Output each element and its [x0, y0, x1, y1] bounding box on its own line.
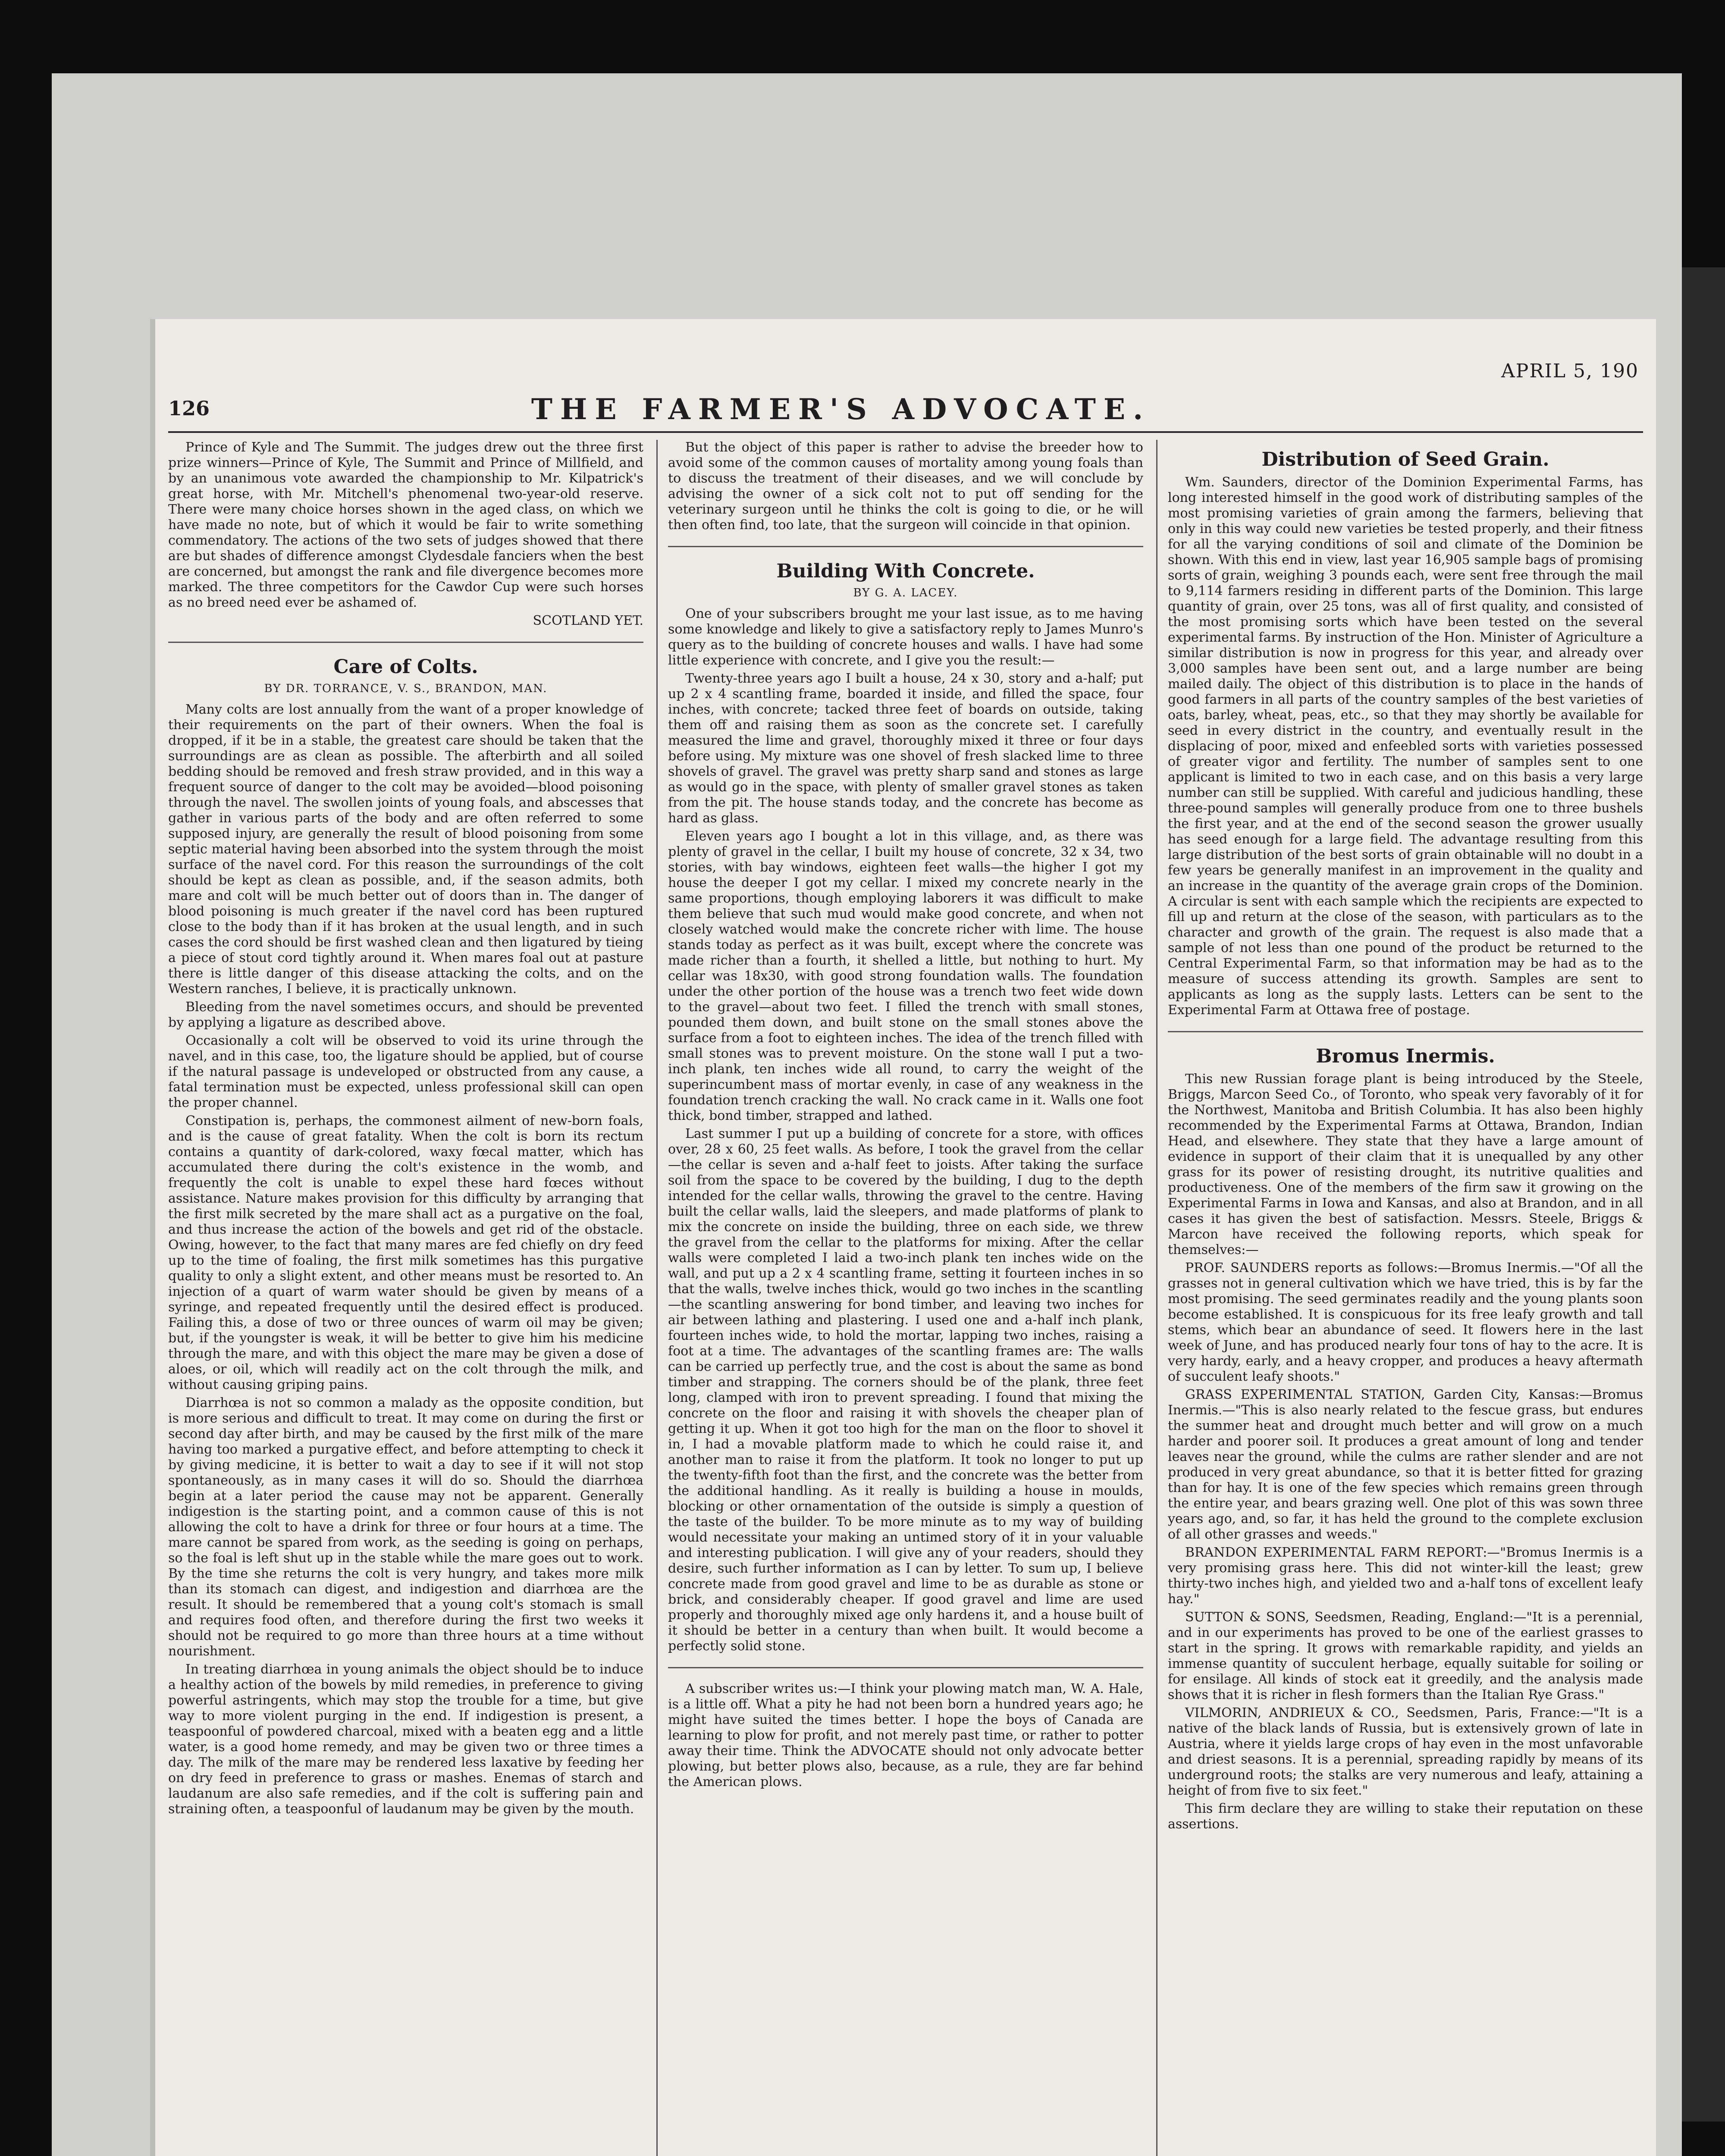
newspaper-page — [155, 319, 1656, 2156]
article-title: Building With Concrete. — [776, 560, 1035, 582]
column-divider — [668, 1667, 1143, 1668]
article-paragraph: Prince of Kyle and The Summit. The judges drew out the three first prize winners—Prince of Kyle, The Summit and Prince of Millfield, and by an unanimous vote awarded the championship to Mr. Kilpatrick's great horse, with Mr. Mitchell's phenomenal two-year-old reserve. There were many choice horses shown in the aged class, on which we have made no note, but of which it would be fair to write something commendatory. The actions of the two sets of judges showed that there are but shades of difference amongst Clydesdale fanciers when the best are concerned, but amongst the rank and file divergence becomes more marked. The three competitors for the Cawdor Cup were such horses as no breed need ever be ashamed of. — [168, 440, 643, 610]
article-byline: BY DR. TORRANCE, V. S., BRANDON, MAN. — [264, 682, 548, 695]
article-paragraph: One of your subscribers brought me your last issue, as to me having some knowledge and likely to give a satisfactory reply to James Munro's query as to the building of concrete houses and walls. I have had some little experience with concrete, and I give you the result:— — [668, 606, 1143, 668]
date-header: APRIL 5, 190 — [1501, 360, 1639, 382]
column-right — [1156, 440, 1643, 2156]
article-paragraph: Occasionally a colt will be observed to void its urine through the navel, and in this case, too, the ligature should be applied, but of course if the natural passage is undeveloped or obstructed from any cause, a fatal termination must be expected, unless professional skill can open the proper channel. — [168, 1033, 643, 1110]
letter-paragraph: A subscriber writes us:—I think your plowing match man, W. A. Hale, is a little off. What a pity he had not been born a hundred years ago; he might have suited the times better. I hope the boys of Canada are learning to plow for profit, and not merely past time, or rather to potter away their time. Think the ADVOCATE should not only advocate better plowing, but better plows also, because, as a rule, they are far behind the American plows. — [668, 1681, 1143, 1789]
article-paragraph: This new Russian forage plant is being introduced by the Steele, Briggs, Marcon Seed Co., of Toronto, who speak very favorably of it for the Northwest, Manitoba and British Columbia. It has also been highly recommended by the Experimental Farms at Ottawa, Brandon, Indian Head, and elsewhere. They state that they have a large amount of evidence in support of their claim that it is unequalled by any other grass for its power of resisting drought, its nutritive qualities and productiveness. One of the members of the firm saw it growing on the Experimental Farms in Iowa and Kansas, and also at Brandon, and in all cases it has given the best of satisfaction. Messrs. Steele, Briggs & Marcon have received the following reports, which speak for themselves:— — [1168, 1072, 1643, 1257]
article-title: Distribution of Seed Grain. — [1261, 448, 1549, 470]
article-paragraph: Diarrhœa is not so common a malady as the opposite condition, but is more serious and difficult to treat. It may come on during the first or second day after birth, and may be caused by the first milk of the mare having too marked a purgative effect, and before attempting to check it by giving medicine, it is better to wait a day to see if it will not stop spontaneously, as in many cases it will do so. Should the diarrhœa begin at a later period the cause may not be apparent. Generally indigestion is the starting point, and a common cause of this is not allowing the colt to have a drink for three or four hours at a time. The mare cannot be spared from work, as the seeding is going on perhaps, so the foal is left shut up in the stable while the mare goes out to work. By the time she returns the colt is very hungry, and takes more milk than its stomach can digest, and indigestion and diarrhœa are the result. It should be remembered that a young colt's stomach is small and requires food often, and therefore during the first two weeks it should not be required to go more than three hours at a time without nourishment. — [168, 1395, 643, 1659]
article-paragraph: This firm declare they are willing to stake their reputation on these assertions. — [1168, 1801, 1643, 1832]
article-title: Care of Colts. — [333, 656, 478, 678]
article-paragraph: Constipation is, perhaps, the commonest ailment of new-born foals, and is the cause of great fatality. When the colt is born its rectum contains a quantity of dark-colored, waxy fœcal matter, which has accumulated there during the colt's existence in the womb, and frequently the colt is unable to expel these hard fœces without assistance. Nature makes provision for this difficulty by arranging that the first milk secreted by the mare shall act as a purgative on the foal, and thus increase the action of the bowels and get rid of the obstacle. Owing, however, to the fact that many mares are fed chiefly on dry feed up to the time of foaling, the first milk sometimes has this purgative quality to only a slight extent, and other means must be resorted to. An injection of a quart of warm water should be given by means of a syringe, and repeated frequently until the desired effect is produced. Failing this, a dose of two or three ounces of warm oil may be given; but, if the youngster is weak, it will be better to give him his medicine through the mare, and with this object the mare may be given a dose of aloes, or oil, which will readily act on the colt through the milk, and without causing griping pains. — [168, 1113, 643, 1392]
article-paragraph: But the object of this paper is rather to advise the breeder how to avoid some of the common causes of mortality among young foals than to discuss the treatment of their diseases, and we will conclude by advising the owner of a sick colt not to put off sending for the veterinary surgeon until he thinks the colt is going to die, or he will then often find, too late, that the surgeon will coincide in that opinion. — [668, 440, 1143, 533]
article-columns — [168, 440, 1643, 2156]
article-paragraph: Last summer I put up a building of concrete for a store, with offices over, 28 x 60, 25 feet walls. As before, I took the gravel from the cellar—the cellar is seven and a-half feet to joists. After taking the surface soil from the space to be covered by the building, I dug to the depth intended for the cellar walls, throwing the gravel to the centre. Having built the cellar walls, laid the sleepers, and made platforms of plank to mix the concrete on inside the building, three on each side, we threw the gravel from the cellar to the platforms for mixing. After the cellar walls were completed I laid a two-inch plank ten inches wide on the wall, and put up a 2 x 4 scantling frame, setting it fourteen inches in so that the walls, twelve inches thick, would go two inches in the scantling—the scantling answering for bond timber, and leaving two inches for air between lathing and plastering. I used one and a-half inch plank, fourteen inches wide, to hold the mortar, lapping two inches, raising a foot at a time. The advantages of the scantling frames are: The walls can be carried up perfectly true, and the cost is about the same as bond timber and strapping. The corners should be of the plank, three feet long, clamped with iron to prevent spreading. I found that mixing the concrete on the floor and raising it with shovels the cheaper plan of getting it up. When it got too high for the man on the floor to shovel it in, I had a movable platform made to which he could raise it, and another man to raise it from the platform. It took no longer to put up the twenty-fifth foot than the first, and the concrete was the better from the additional handling. As it really is building a house in moulds, blocking or other ornamentation of the outside is simply a question of the taste of the builder. To be more minute as to my way of building would necessitate your making an untimed story of it in your valuable and interesting publication. I will give any of your readers, should they desire, such further information as I can by letter. To sum up, I believe concrete made from good gravel and lime to be as durable as stone or brick, and considerably cheaper. If good gravel and lime are used properly and thoroughly mixed age only hardens it, and a house built of it should be better in a century than when built. It would become a perfectly solid stone. — [668, 1126, 1143, 1654]
article-paragraph: BRANDON EXPERIMENTAL FARM REPORT:—"Bromus Inermis is a very promising grass here. This did not winter-kill the least; grew thirty-two inches high, and yielded two and a-half tons of excellent leafy hay." — [1168, 1545, 1643, 1607]
article-signature: SCOTLAND YET. — [533, 613, 643, 628]
article-paragraph: In treating diarrhœa in young animals the object should be to induce a healthy action of the bowels by mild remedies, in preference to giving powerful astringents, which may stop the trouble for a time, but give way to more violent purging in the end. If indigestion is present, a teaspoonful of powdered charcoal, mixed with a beaten egg and a little water, is a good home remedy, and may be given two or three times a day. The milk of the mare may be rendered less laxative by feeding her on dry feed in preference to grass or mashes. Enemas of starch and laudanum are also safe remedies, and if the colt is suffering pain and straining often, a teaspoonful of laudanum may be given by the mouth. — [168, 1662, 643, 1817]
column-divider — [168, 642, 643, 643]
article-paragraph: Wm. Saunders, director of the Dominion Experimental Farms, has long interested himself in the good work of distributing samples of the most promising varieties of grain among the farmers, believing that only in this way could new varieties be tested properly, and their fitness for all the varying conditions of soil and climate of the Dominion be shown. With this end in view, last year 16,905 sample bags of promising sorts of grain, weighing 3 pounds each, were sent free through the mail to 9,114 farmers residing in different parts of the Dominion. This large quantity of grain, over 25 tons, was all of first quality, and consisted of the most promising sorts which have been tested on the several experimental farms. By instruction of the Hon. Minister of Agriculture a similar distribution is now in progress for this year, and already over 3,000 samples have been sent out, and a large number are being mailed daily. The object of this distribution is to place in the hands of good farmers in all parts of the country samples of the best varieties of oats, barley, wheat, peas, etc., so that they may shortly be available for seed in every district in the country, and eventually result in the displacing of poor, mixed and enfeebled sorts with varieties possessed of greater vigor and fertility. The number of samples sent to one applicant is limited to two in each case, and on this basis a very large number can still be supplied. With careful and judicious handling, these three-pound samples will generally produce from one to three bushels the first year, and at the end of the second season the grower usually has seed enough for a large field. The advantage resulting from this large distribution of the best sorts of grain obtainable will no doubt in a few years be generally manifest in an improvement in the quality and an increase in the quantity of the average grain crops of the Dominion. A circular is sent with each sample which the recipients are expected to fill up and return at the close of the season, with particulars as to the character and growth of the grain. The request is also made that a sample of not less than one pound of the product be returned to the Central Experimental Farm, so that information may be had as to the measure of success attending its growth. Samples are sent to applicants as long as the supply lasts. Letters can be sent to the Experimental Farm at Ottawa free of postage. — [1168, 475, 1643, 1018]
binding-edge — [1682, 267, 1725, 2122]
article-paragraph: VILMORIN, ANDRIEUX & CO., Seedsmen, Paris, France:—"It is a native of the black lands of Russia, but is extensively grown of late in Austria, where it yields large crops of hay even in the most unfavorable and driest seasons. It is a perennial, spreading rapidly by means of its underground roots; the stalks are very numerous and leafy, attaining a height of from five to six feet." — [1168, 1705, 1643, 1798]
article-title: Bromus Inermis. — [1316, 1045, 1495, 1067]
article-paragraph: GRASS EXPERIMENTAL STATION, Garden City, Kansas:—Bromus Inermis.—"This is also nearly related to the fescue grass, but endures the summer heat and drought much better and will grow on a much harder and poorer soil. It produces a great amount of long and tender leaves near the ground, while the culms are rather slender and are not produced in very great abundance, so that it is better fitted for grazing than for hay. It is one of the few species which remains green through the entire year, and bears grazing well. One plot of this was sown three years ago, and, so far, it has held the ground to the complete exclusion of all other grasses and weeds." — [1168, 1387, 1643, 1542]
article-paragraph: SUTTON & SONS, Seedsmen, Reading, England:—"It is a perennial, and in our experiments has proved to be one of the earliest grasses to start in the spring. It grows with remarkable rapidity, and yields an immense quantity of succulent herbage, equally suitable for soiling or for ensilage. All kinds of stock eat it greedily, and the analysis made shows that it is richer in flesh formers than the Italian Rye Grass." — [1168, 1610, 1643, 1702]
page-number: 126 — [168, 397, 210, 420]
article-paragraph: Many colts are lost annually from the want of a proper knowledge of their requirements on the part of their owners. When the foal is dropped, if it be in a stable, the greatest care should be taken that the surroundings are as clean as possible. The afterbirth and all soiled bedding should be removed and fresh straw provided, and in this way a frequent source of danger to the colt may be avoided—blood poisoning through the navel. The swollen joints of young foals, and abscesses that gather in various parts of the body and are often referred to some supposed injury, are generally the result of blood poisoning from some septic material having been absorbed into the system through the moist surface of the navel cord. For this reason the surroundings of the colt should be kept as clean as possible, and, if the season admits, both mare and colt will be much better out of doors than in. The danger of blood poisoning is much greater if the navel cord has been ruptured close to the body than if it has broken at the usual length, and in such cases the cord should be first washed clean and then ligatured by tieing a piece of stout cord tightly around it. When mares foal out at pasture there is little danger of this disease attacking the colts, and on the Western ranches, I believe, it is practically unknown. — [168, 702, 643, 997]
column-middle — [656, 440, 1143, 2156]
column-divider — [668, 546, 1143, 547]
article-paragraph: Eleven years ago I bought a lot in this village, and, as there was plenty of gravel in the cellar, I built my house of concrete, 32 x 34, two stories, with bay windows, eighteen feet walls—the higher I got my house the deeper I got my cellar. I mixed my concrete nearly in the same proportions, though employing laborers it was difficult to make them believe that such mud would make good concrete, and when not closely watched would make the concrete richer with lime. The house stands today as perfect as it was built, except where the concrete was made richer than a fourth, it shelled a little, but nothing to hurt. My cellar was 18x30, with good strong foundation walls. The foundation under the other portion of the house was a trench two feet wide down to the gravel—about two feet. I filled the trench with small stones, pounded them down, and built stone on the small stones above the surface from a foot to eighteen inches. The idea of the trench filled with small stones was to prevent moisture. On the stone wall I put a two-inch plank, ten inches wide all round, to carry the weight of the superincumbent mass of mortar evenly, in case of any weakness in the foundation trench cracking the wall. No crack came in it. Walls one foot thick, bond timber, strapped and lathed. — [668, 829, 1143, 1123]
column-divider — [1168, 1031, 1643, 1032]
page-header — [168, 384, 1643, 433]
column-left — [168, 440, 643, 2156]
article-paragraph: PROF. SAUNDERS reports as follows:—Bromus Inermis.—"Of all the grasses not in general cultivation which we have tried, this is by far the most promising. The seed germinates readily and the young plants soon become established. It is conspicuous for its free leafy growth and tall stems, which bear an abundance of seed. It flowers here in the last week of June, and has produced nearly four tons of hay to the acre. It is very hardy, early, and a heavy cropper, and produces a heavy aftermath of succulent leafy shoots." — [1168, 1260, 1643, 1384]
article-byline: BY G. A. LACEY. — [853, 586, 958, 599]
article-paragraph: Bleeding from the navel sometimes occurs, and should be prevented by applying a ligature as described above. — [168, 1000, 643, 1030]
article-paragraph: Twenty-three years ago I built a house, 24 x 30, story and a-half; put up 2 x 4 scantling frame, boarded it inside, and filled the space, four inches, with concrete; tacked three feet of boards on outside, taking them off and raising them as soon as the concrete set. I carefully measured the lime and gravel, thoroughly mixed it three or four days before using. My mixture was one shovel of fresh slacked lime to three shovels of gravel. The gravel was pretty sharp sand and stones as large as would go in the space, with plenty of smaller gravel stones as taken from the pit. The house stands today, and the concrete has become as hard as glass. — [668, 671, 1143, 826]
masthead-title: THE FARMER'S ADVOCATE. — [531, 392, 1151, 426]
